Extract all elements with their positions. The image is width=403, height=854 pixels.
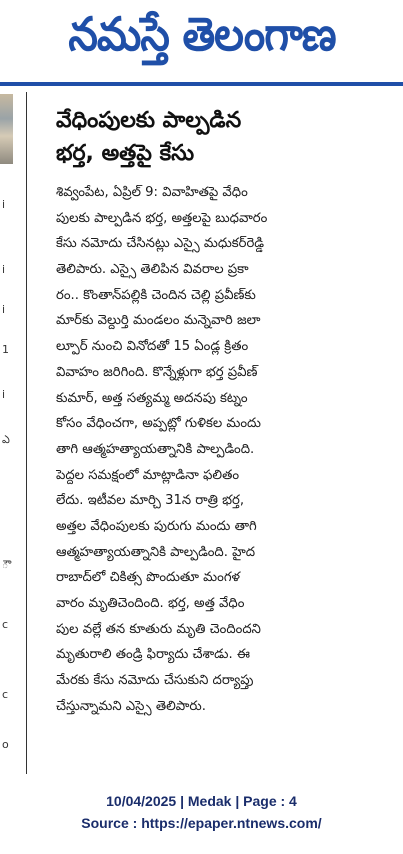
article — [56, 104, 399, 170]
body-line: మృతురాలి తండ్రి ఫిర్యాదు చేశాడు. ఈ — [56, 647, 250, 663]
adjacent-text-fragment: c — [2, 618, 9, 631]
footer-date-edition: 10/04/2025 | Medak | Page : 4 — [106, 793, 297, 809]
body-line: కుమార్, అత్త సత్యమ్మ అదనపు కట్నం — [56, 390, 248, 406]
body-line: రం.. కొంతాన్‌పల్లికి చెందిన చెల్లి ప్రవీణ్‌కు — [56, 287, 256, 303]
adjacent-text-fragment: ఎ — [2, 433, 10, 446]
body-line: శివ్వంపేట, ఏప్రిల్ 9: వివాహితపై వేధిం — [56, 185, 248, 200]
footer-source: Source : https://epaper.ntnews.com/ — [81, 815, 322, 831]
body-line: అత్తల వేధింపులకు పురుగు మందు తాగి — [56, 518, 257, 534]
masthead-rule — [0, 82, 403, 86]
adjacent-column-strip — [0, 88, 13, 778]
body-line: మేరకు కేసు నమోదు చేసుకుని దర్యాప్తు — [56, 673, 254, 689]
body-line: చేస్తున్నామని ఎస్సై తెలిపారు. — [56, 698, 206, 714]
headline-line: భర్త, అత్తపై కేసు — [56, 141, 195, 166]
adjacent-text-fragment: i — [2, 303, 6, 316]
adjacent-text-fragment: i — [2, 198, 6, 211]
article-body — [56, 180, 399, 719]
adjacent-photo-fragment — [0, 94, 13, 164]
adjacent-text-fragment: ౌ — [2, 558, 9, 571]
body-line: మార్‌కు వెల్దుర్తి మండలం మన్నెవారి జలా — [56, 313, 261, 329]
masthead — [0, 0, 403, 84]
body-line: ఆత్మహత్యాయత్నానికి పాల్పడింది. హైద — [56, 544, 256, 560]
article-headline — [56, 104, 399, 170]
body-line: లేదు. ఇటీవల మార్చి 31న రాత్రి భర్త, — [56, 493, 245, 509]
newspaper-logo: నమస్తే తెలంగాణ — [68, 6, 336, 61]
body-line: కోసం వేధించగా, అప్పట్లో గుళికల మందు — [56, 416, 261, 432]
body-line: పుల వల్లే తన కూతురు మృతి చెందిందని — [56, 621, 261, 637]
adjacent-text-fragment: c — [2, 688, 9, 701]
adjacent-text-fragment: o — [2, 738, 9, 751]
adjacent-text-fragment: i — [2, 388, 6, 401]
body-line: తాగి ఆత్మహత్యాయత్నానికి పాల్పడింది. — [56, 441, 255, 457]
body-line: రాబాద్‌లో చికిత్స పొందుతూ మంగళ — [56, 570, 241, 586]
body-line: వివాహం జరిగింది. కొన్నేళ్లుగా భర్త ప్రవీణ్ — [56, 364, 258, 380]
body-line: పెద్దల సమక్షంలో మాట్లాడినా ఫలితం — [56, 467, 240, 483]
body-line: ల్పూర్ నుంచి వినోదతో 15 ఏండ్ల క్రితం — [56, 339, 249, 355]
column-divider — [26, 92, 27, 774]
adjacent-text-fragment: 1 — [2, 343, 9, 356]
body-line: తెలిపారు. ఎస్సై తెలిపిన వివరాల ప్రకా — [56, 262, 249, 278]
footer — [0, 790, 403, 834]
headline-line: వేధింపులకు పాల్పడిన — [56, 108, 242, 133]
body-line: కేసు నమోదు చేసినట్లు ఎస్సై మధుకర్‌రెడ్డి — [56, 236, 265, 252]
adjacent-text-fragment: i — [2, 263, 6, 276]
body-line: వారం మృతిచెందింది. భర్త, అత్త వేధిం — [56, 596, 245, 611]
body-line: పులకు పాల్పడిన భర్త, అత్తలపై బుధవారం — [56, 210, 268, 226]
